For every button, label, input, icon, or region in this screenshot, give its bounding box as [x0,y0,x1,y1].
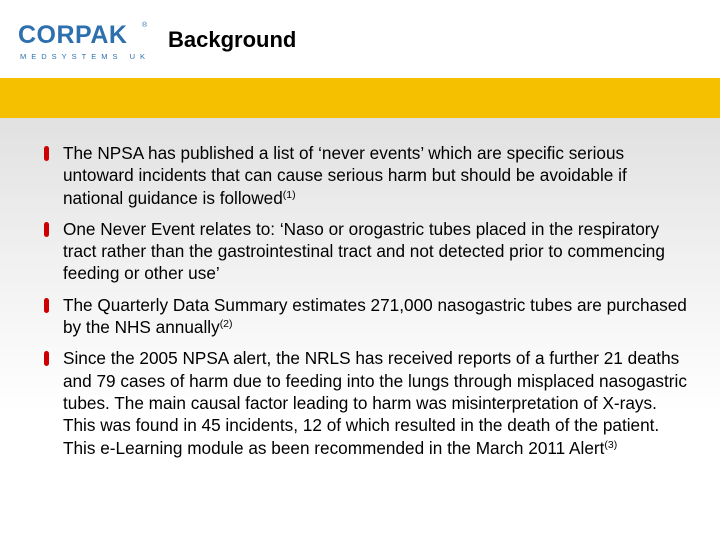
bullet-item [40,218,690,285]
bullet-body: Since the 2005 NPSA alert, the NRLS has received reports of a further 21 deaths and 79 cases of harm due to feeding into the lungs through misplaced nasogastric tubes. The main causal factor leading to harm was misinterpretation of X-rays. This was found in 45 incidents, 12 of which resulted in the death of the patient. This e-Learning module as been recommended in the March 2011 Alert [63,348,687,458]
corpak-logo [18,21,151,62]
bullet-text [63,294,690,339]
bullet-text [63,347,690,458]
bullet-marker-icon [44,222,49,237]
logo-registered-mark: ® [142,22,148,29]
reference-superscript: (1) [282,188,296,201]
logo-wordmark: CORPAK [18,21,128,49]
bullet-text [63,142,690,209]
bullet-marker-icon [44,146,49,161]
bullet-marker-icon [44,298,49,313]
logo-subtitle: MEDSYSTEMS UK [20,52,151,61]
bullet-marker-icon [44,351,49,366]
bullet-list [40,142,690,468]
bullet-item [40,294,690,339]
bullet-text [63,218,690,285]
reference-superscript: (3) [604,438,618,451]
bullet-item [40,142,690,209]
accent-band [0,78,720,118]
bullet-body: The Quarterly Data Summary estimates 271,000 nasogastric tubes are purchased by the NHS annually [63,294,687,338]
slide-title: Background [168,27,297,52]
reference-superscript: (2) [219,318,233,331]
bullet-item [40,347,690,458]
bullet-body: One Never Event relates to: ‘Naso or orogastric tubes placed in the respiratory tract rather than the gastrointestinal tract and not detected prior to commencing feeding or other use’ [63,218,665,284]
bullet-body: The NPSA has published a list of ‘never events’ which are specific serious untoward incidents that can cause serious harm but should be avoidable if national guidance is followed [63,143,627,208]
header [0,0,720,78]
content-area [0,118,720,540]
